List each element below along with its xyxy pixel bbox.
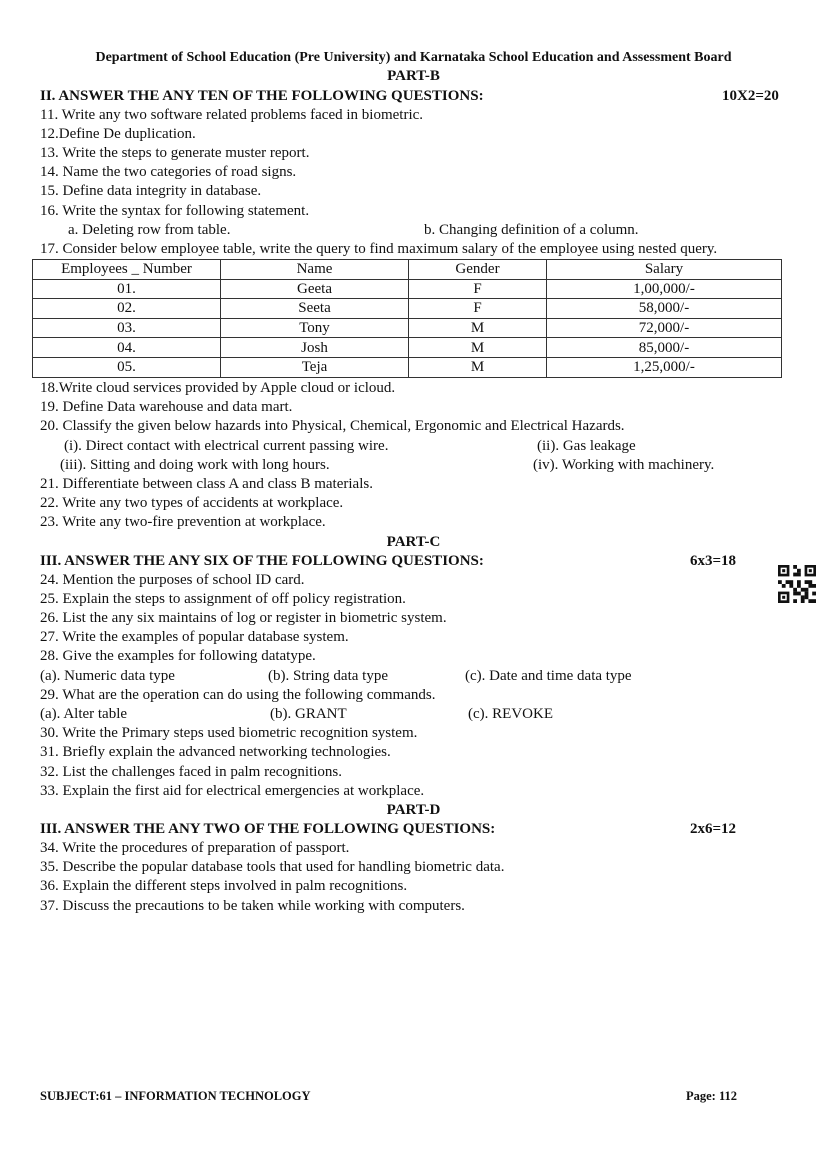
- part-c-title: PART-C: [386, 534, 441, 550]
- table-header-row: [33, 260, 782, 280]
- footer-subject: SUBJECT:61 – INFORMATION TECHNOLOGY: [40, 1089, 311, 1103]
- column-header: Employees _ Number: [33, 260, 221, 280]
- part-d-instruction: III. ANSWER THE ANY TWO OF THE FOLLOWING QUESTIONS:: [40, 821, 496, 837]
- part-d-marks: 2x6=12: [690, 821, 737, 837]
- part-c-marks: 6x3=18: [690, 553, 737, 569]
- question-29b: (b). GRANT: [270, 706, 347, 722]
- question-14: 14. Name the two categories of road signs.: [40, 164, 297, 180]
- cell: Josh: [221, 338, 409, 358]
- cell: 85,000/-: [547, 338, 782, 358]
- table-row: [33, 299, 782, 319]
- question-20-ii: (ii). Gas leakage: [537, 438, 636, 454]
- cell: Geeta: [221, 279, 409, 299]
- question-16a: a. Deleting row from table.: [68, 222, 231, 238]
- question-13: 13. Write the steps to generate muster report.: [40, 145, 310, 161]
- cell: 58,000/-: [547, 299, 782, 319]
- question-35: 35. Describe the popular database tools that used for handling biometric data.: [40, 859, 505, 875]
- question-28a: (a). Numeric data type: [40, 668, 175, 684]
- question-11: 11. Write any two software related problems faced in biometric.: [40, 107, 424, 123]
- column-header: Name: [221, 260, 409, 280]
- cell: F: [409, 299, 547, 319]
- part-d-title: PART-D: [386, 802, 441, 818]
- qr-code-icon: [777, 565, 817, 603]
- cell: Seeta: [221, 299, 409, 319]
- cell: 03.: [33, 318, 221, 338]
- question-25: 25. Explain the steps to assignment of off policy registration.: [40, 591, 406, 607]
- cell: 02.: [33, 299, 221, 319]
- cell: M: [409, 318, 547, 338]
- question-20: 20. Classify the given below hazards into Physical, Chemical, Ergonomic and Electrical Hazards.: [40, 418, 625, 434]
- question-20-iii: (iii). Sitting and doing work with long hours.: [60, 457, 330, 473]
- cell: 72,000/-: [547, 318, 782, 338]
- question-18: 18.Write cloud services provided by Apple cloud or icloud.: [40, 380, 396, 396]
- cell: M: [409, 357, 547, 377]
- question-23: 23. Write any two-fire prevention at workplace.: [40, 514, 326, 530]
- cell: 1,00,000/-: [547, 279, 782, 299]
- question-29: 29. What are the operation can do using the following commands.: [40, 687, 436, 703]
- question-31: 31. Briefly explain the advanced networking technologies.: [40, 744, 391, 760]
- table-row: [33, 318, 782, 338]
- question-20-i: (i). Direct contact with electrical current passing wire.: [64, 438, 389, 454]
- question-21: 21. Differentiate between class A and class B materials.: [40, 476, 373, 492]
- question-28: 28. Give the examples for following datatype.: [40, 648, 316, 664]
- question-20-iv: (iv). Working with machinery.: [533, 457, 715, 473]
- table-row: [33, 338, 782, 358]
- part-b-instruction: II. ANSWER THE ANY TEN OF THE FOLLOWING QUESTIONS:: [40, 88, 484, 104]
- question-22: 22. Write any two types of accidents at workplace.: [40, 495, 344, 511]
- cell: 04.: [33, 338, 221, 358]
- cell: Teja: [221, 357, 409, 377]
- footer-page-number: Page: 112: [686, 1089, 738, 1103]
- cell: Tony: [221, 318, 409, 338]
- table-row: [33, 357, 782, 377]
- question-36: 36. Explain the different steps involved in palm recognitions.: [40, 878, 408, 894]
- part-b-title: PART-B: [387, 68, 440, 84]
- question-32: 32. List the challenges faced in palm recognitions.: [40, 764, 342, 780]
- question-29a: (a). Alter table: [40, 706, 128, 722]
- document-header: Department of School Education (Pre University) and Karnataka School Education and Assessment Board: [95, 50, 732, 65]
- column-header: Gender: [409, 260, 547, 280]
- cell: F: [409, 279, 547, 299]
- question-28b: (b). String data type: [268, 668, 388, 684]
- question-34: 34. Write the procedures of preparation of passport.: [40, 840, 350, 856]
- table-row: [33, 279, 782, 299]
- question-15: 15. Define data integrity in database.: [40, 183, 262, 199]
- question-30: 30. Write the Primary steps used biometric recognition system.: [40, 725, 418, 741]
- question-19: 19. Define Data warehouse and data mart.: [40, 399, 293, 415]
- question-16: 16. Write the syntax for following statement.: [40, 203, 310, 219]
- question-29c: (c). REVOKE: [468, 706, 553, 722]
- cell: 05.: [33, 357, 221, 377]
- question-27: 27. Write the examples of popular database system.: [40, 629, 349, 645]
- cell: 1,25,000/-: [547, 357, 782, 377]
- question-37: 37. Discuss the precautions to be taken while working with computers.: [40, 898, 465, 914]
- cell: M: [409, 338, 547, 358]
- column-header: Salary: [547, 260, 782, 280]
- question-17: 17. Consider below employee table, write the query to find maximum salary of the employee using nested query.: [40, 241, 718, 257]
- cell: 01.: [33, 279, 221, 299]
- question-16b: b. Changing definition of a column.: [424, 222, 639, 238]
- question-26: 26. List the any six maintains of log or register in biometric system.: [40, 610, 447, 626]
- question-28c: (c). Date and time data type: [465, 668, 632, 684]
- part-c-instruction: III. ANSWER THE ANY SIX OF THE FOLLOWING QUESTIONS:: [40, 553, 484, 569]
- question-12: 12.Define De duplication.: [40, 126, 196, 142]
- question-24: 24. Mention the purposes of school ID card.: [40, 572, 305, 588]
- question-33: 33. Explain the first aid for electrical emergencies at workplace.: [40, 783, 425, 799]
- part-b-marks: 10X2=20: [722, 88, 779, 104]
- employee-table: [32, 259, 782, 378]
